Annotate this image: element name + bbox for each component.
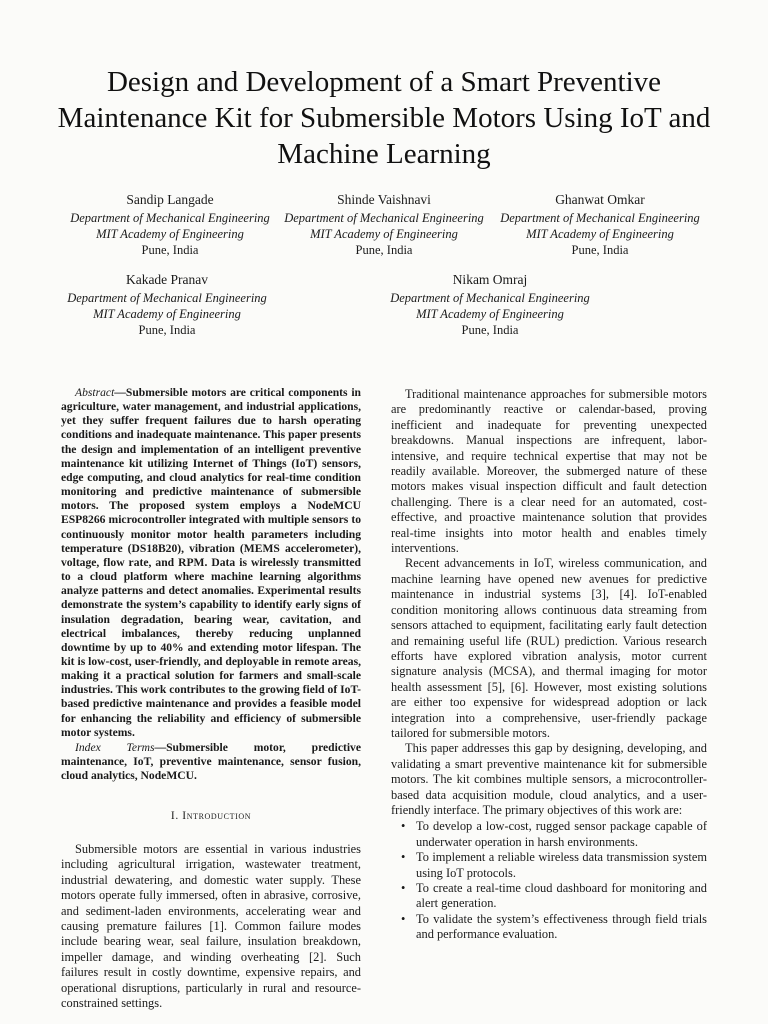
index-terms-text: —Submersible motor, predictive maintenance, IoT, preventive maintenance, sensor fusion, cloud analytics, NodeMCU. [61, 740, 361, 783]
abstract-label: Abstract [75, 386, 115, 399]
list-item [391, 912, 707, 943]
left-column [61, 386, 361, 1011]
objectives-list [391, 819, 707, 942]
author-block [376, 272, 604, 338]
bullet-icon: • [401, 850, 406, 865]
body-paragraph: This paper addresses this gap by designing, developing, and validating a smart preventive maintenance kit for submersible motors. The kit combines multiple sensors, a microcontroller-based data acquisition module, cloud analytics, and a user-friendly interface. The primary objectives of this work are: [391, 741, 707, 817]
author-institution: MIT Academy of Engineering [96, 227, 244, 241]
author-institution: MIT Academy of Engineering [526, 227, 674, 241]
body-paragraph: Traditional maintenance approaches for submersible motors are predominantly reactive or calendar-based, proving inefficient and inadequate for preventing unexpected breakdowns. Manual inspections are infrequent, labor-intensive, and require technical expertise that may not be readily available. Moreover, the submerged nature of these motors makes visual inspection difficult and fault detection challenging. There is a clear need for an automated, cost-effective, and proactive maintenance solution that provides real-time insights into motor health and enables timely interventions. [391, 387, 707, 556]
author-institution: MIT Academy of Engineering [310, 227, 458, 241]
abstract [61, 386, 361, 740]
list-item-text: To create a real-time cloud dashboard for monitoring and alert generation. [416, 881, 707, 911]
author-location: Pune, India [355, 243, 413, 257]
author-institution: MIT Academy of Engineering [93, 307, 241, 321]
abstract-text: —Submersible motors are critical components in agriculture, water management, and industrial applications, yet they suffer frequent failures due to harsh operating conditions and inadequate maintenance. This paper presents the design and implementation of an intelligent preventive maintenance kit utilizing Internet of Things (IoT) sensors, edge computing, and cloud analytics for real-time condition monitoring and predictive maintenance of submersible motors. The proposed system employs a NodeMCU ESP8266 microcontroller integrated with multiple sensors to continuously monitor motor health parameters including temperature (DS18B20), vibration (MEMS accelerometer), voltage, flow rate, and RPM. Data is wirelessly transmitted to a cloud platform where machine learning algorithms analyze patterns and detect anomalies. Experimental results demonstrate the system’s capability to identify early signs of insulation degradation, bearing wear, cavitation, and electrical imbalances, thereby reducing unplanned downtime by up to 40% and extending motor lifespan. The kit is low-cost, user-friendly, and deployable in remote areas, making it a practical solution for farmers and small-scale industries. This work contributes to the growing field of IoT-based predictive maintenance and provides a feasible model for enhancing the reliability and efficiency of submersible motor systems. [61, 386, 361, 739]
bullet-icon: • [401, 881, 406, 895]
author-department: Department of Mechanical Engineering [390, 291, 590, 305]
author-location: Pune, India [571, 243, 629, 257]
author-name: Nikam Omraj [452, 272, 528, 287]
author-department: Department of Mechanical Engineering [67, 291, 267, 305]
author-institution: MIT Academy of Engineering [416, 307, 564, 321]
section-heading: I. Introduction [170, 809, 252, 822]
body-paragraph: Recent advancements in IoT, wireless communication, and machine learning have opened new avenues for predictive maintenance in industrial systems [3], [4]. IoT-enabled condition monitoring allows continuous data streaming from sensors attached to equipment, facilitating early fault detection and remaining useful life (RUL) prediction. Various research efforts have explored vibration analysis, motor current signature analysis (MCSA), and thermal imaging for motor health assessment [5], [6]. However, most existing solutions are either too expensive for widespread adoption or lack integration into a comprehensive, user-friendly package tailored for submersible motors. [391, 556, 707, 740]
author-block [55, 272, 279, 338]
index-terms-label: Index Terms [75, 740, 155, 754]
body-paragraph: Submersible motors are essential in various industries including agricultural irrigation, wastewater treatment, industrial dewatering, and domestic water supply. These motors operate fully immersed, often in abrasive, corrosive, and sediment-laden environments, accelerating wear and causing premature failures [1]. Common failure modes include bearing wear, seal failure, insulation breakdown, impeller damage, and winding overheating [2]. Such failures result in costly downtime, expensive repairs, and operational disruptions, particularly in rural and resource-constrained settings. [61, 841, 361, 1010]
list-item-text: To validate the system’s effectiveness through field trials and performance evaluation. [416, 911, 707, 942]
author-location: Pune, India [141, 243, 199, 257]
author-location: Pune, India [138, 323, 196, 337]
author-block [58, 192, 282, 258]
author-location: Pune, India [461, 323, 519, 337]
author-department: Department of Mechanical Engineering [500, 211, 700, 225]
paper-title: Design and Development of a Smart Preventive Maintenance Kit for Submersible Motors Using IoT and Machine Learning [57, 66, 711, 170]
author-name: Kakade Pranav [125, 272, 209, 287]
bullet-icon: • [401, 911, 406, 926]
right-column [391, 387, 707, 943]
index-terms [61, 741, 361, 784]
list-item [391, 881, 707, 912]
author-department: Department of Mechanical Engineering [284, 211, 484, 225]
author-block [272, 192, 496, 258]
author-name: Shinde Vaishnavi [337, 192, 431, 207]
author-block [488, 192, 712, 258]
list-item [391, 819, 707, 850]
bullet-icon: • [401, 819, 406, 834]
author-name: Sandip Langade [126, 192, 214, 207]
author-name: Ghanwat Omkar [555, 192, 645, 207]
list-item [391, 850, 707, 881]
list-item-text: To implement a reliable wireless data transmission system using IoT protocols. [416, 850, 707, 880]
list-item-text: To develop a low-cost, rugged sensor package capable of underwater operation in harsh environments. [416, 819, 707, 849]
author-department: Department of Mechanical Engineering [70, 211, 270, 225]
